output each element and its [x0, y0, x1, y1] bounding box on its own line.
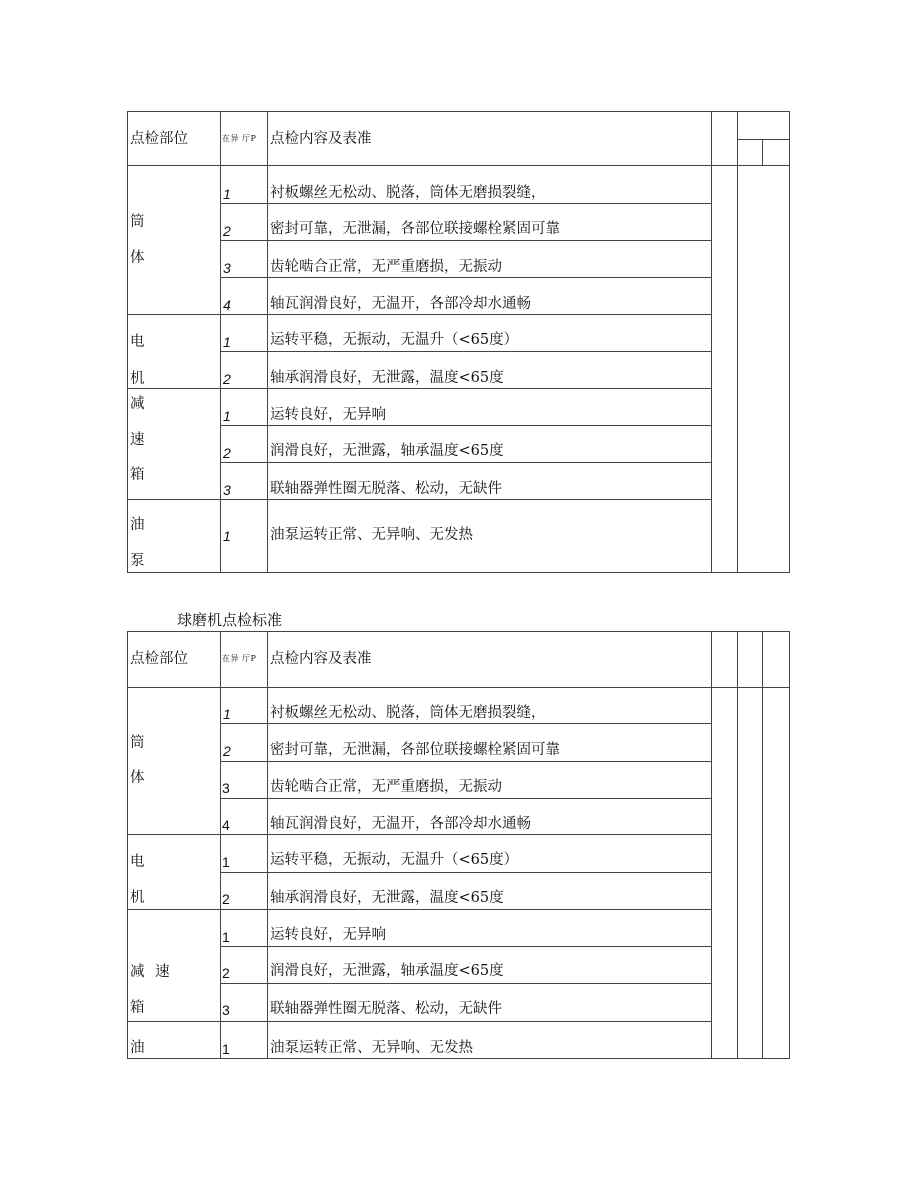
- row-text: 衬板螺丝无松动、脱落，筒体无磨损裂缝，: [270, 185, 546, 201]
- group-label-char: 体: [130, 770, 145, 786]
- table-border: [789, 111, 790, 573]
- row-text: 润滑良好，无泄露，轴承温度<65度: [270, 963, 504, 979]
- table-border: [127, 111, 128, 573]
- group-label-char: 泵: [130, 553, 145, 569]
- table-border: [789, 631, 790, 1059]
- header-part: 点检部位: [130, 131, 188, 147]
- row-divider: [221, 240, 711, 241]
- group-label-char: 机: [130, 890, 145, 906]
- row-text: 运转平稳，无振动，无温升（<65度）: [270, 852, 519, 868]
- column-divider: [711, 631, 712, 1059]
- group-label-char: 机: [130, 371, 145, 387]
- row-text: 轴承润滑良好，无泄露，温度<65度: [270, 890, 504, 906]
- row-number: 3: [222, 780, 230, 796]
- header-seq: 在异 厅P: [222, 134, 257, 143]
- row-divider: [221, 462, 711, 463]
- group-label-char: 筒: [130, 214, 145, 230]
- group-divider: [127, 388, 711, 389]
- row-number: 1: [223, 706, 231, 722]
- column-divider: [267, 111, 268, 573]
- table-border: [127, 1058, 790, 1059]
- group-label-char: 箱: [130, 467, 145, 483]
- group-divider: [127, 1021, 711, 1022]
- row-divider: [221, 872, 711, 873]
- row-number: 4: [223, 297, 231, 313]
- column-divider: [737, 631, 738, 1059]
- row-divider: [221, 723, 711, 724]
- column-divider: [220, 631, 221, 1059]
- row-divider: [221, 203, 711, 204]
- header-part: 点检部位: [130, 651, 188, 667]
- table-border: [127, 165, 790, 166]
- row-number: 2: [223, 223, 231, 239]
- row-text: 齿轮啮合正常，无严重磨损，无振动: [270, 779, 502, 795]
- row-text: 齿轮啮合正常，无严重磨损，无振动: [270, 259, 502, 275]
- column-divider: [267, 631, 268, 1059]
- group-divider: [127, 314, 711, 315]
- row-divider: [221, 983, 711, 984]
- group-divider: [127, 909, 711, 910]
- table-border: [127, 111, 790, 112]
- row-divider: [221, 425, 711, 426]
- row-number: 2: [223, 743, 231, 759]
- row-number: 2: [222, 965, 230, 981]
- table-border: [737, 139, 790, 140]
- group-label-char: 电: [130, 854, 145, 870]
- header-seq: 在异 厅P: [222, 654, 257, 663]
- group-label-char: 油: [130, 517, 145, 533]
- group-label-char: 筒: [130, 735, 145, 751]
- row-divider: [221, 761, 711, 762]
- group-label-char: 减: [130, 396, 145, 412]
- row-divider: [221, 798, 711, 799]
- row-text: 密封可靠，无泄漏，各部位联接螺栓紧固可靠: [270, 221, 560, 237]
- row-divider: [221, 946, 711, 947]
- row-number: 1: [222, 1041, 230, 1057]
- row-text: 运转良好，无异响: [270, 407, 386, 423]
- row-number: 2: [222, 891, 230, 907]
- column-divider: [711, 111, 712, 573]
- row-text: 运转良好，无异响: [270, 927, 386, 943]
- row-text: 运转平稳，无振动，无温升（<65度）: [270, 332, 519, 348]
- header-content: 点检内容及表准: [270, 131, 372, 147]
- row-text: 润滑良好，无泄露，轴承温度<65度: [270, 443, 504, 459]
- row-number: 1: [222, 929, 230, 945]
- group-divider: [127, 834, 711, 835]
- row-number: 1: [223, 334, 231, 350]
- group-label-char: 箱: [130, 1000, 145, 1016]
- column-divider: [737, 111, 738, 573]
- row-text: 联轴器弹性圈无脱落、松动，无缺件: [270, 1001, 502, 1017]
- column-divider: [762, 139, 763, 166]
- row-number: 2: [223, 445, 231, 461]
- table-border: [127, 572, 790, 573]
- column-divider: [220, 111, 221, 573]
- row-number: 1: [222, 854, 230, 870]
- group-label-char: 油: [130, 1040, 145, 1056]
- column-divider: [762, 631, 763, 1059]
- table-border: [127, 631, 128, 1059]
- group-label-char: 电: [130, 334, 145, 350]
- row-text: 衬板螺丝无松动、脱落，筒体无磨损裂缝，: [270, 705, 546, 721]
- group-label-char: 速: [130, 432, 145, 448]
- row-divider: [221, 351, 711, 352]
- row-text: 联轴器弹性圈无脱落、松动，无缺件: [270, 481, 502, 497]
- row-text: 轴瓦润滑良好，无温开，各部冷却水通畅: [270, 296, 531, 312]
- row-number: 1: [223, 408, 231, 424]
- row-text: 密封可靠，无泄漏，各部位联接螺栓紧固可靠: [270, 742, 560, 758]
- table-border: [127, 687, 790, 688]
- row-text: 轴承润滑良好，无泄露，温度<65度: [270, 370, 504, 386]
- header-content: 点检内容及表准: [270, 651, 372, 667]
- row-number: 4: [222, 817, 230, 833]
- row-divider: [221, 277, 711, 278]
- row-text: 油泵运转正常、无异响、无发热: [270, 527, 473, 543]
- group-divider: [127, 499, 711, 500]
- table-border: [127, 631, 790, 632]
- row-number: 1: [223, 186, 231, 202]
- row-number: 3: [223, 260, 231, 276]
- row-text: 轴瓦润滑良好，无温开，各部冷却水通畅: [270, 816, 531, 832]
- row-number: 3: [223, 482, 231, 498]
- row-number: 3: [222, 1002, 230, 1018]
- row-number: 1: [223, 528, 231, 544]
- row-number: 2: [223, 371, 231, 387]
- group-label-char: 体: [130, 250, 145, 266]
- table-title: 球磨机点检标准: [177, 611, 283, 629]
- row-text: 油泵运转正常、无异响、无发热: [270, 1040, 473, 1056]
- group-label-char: 减 速: [130, 964, 170, 980]
